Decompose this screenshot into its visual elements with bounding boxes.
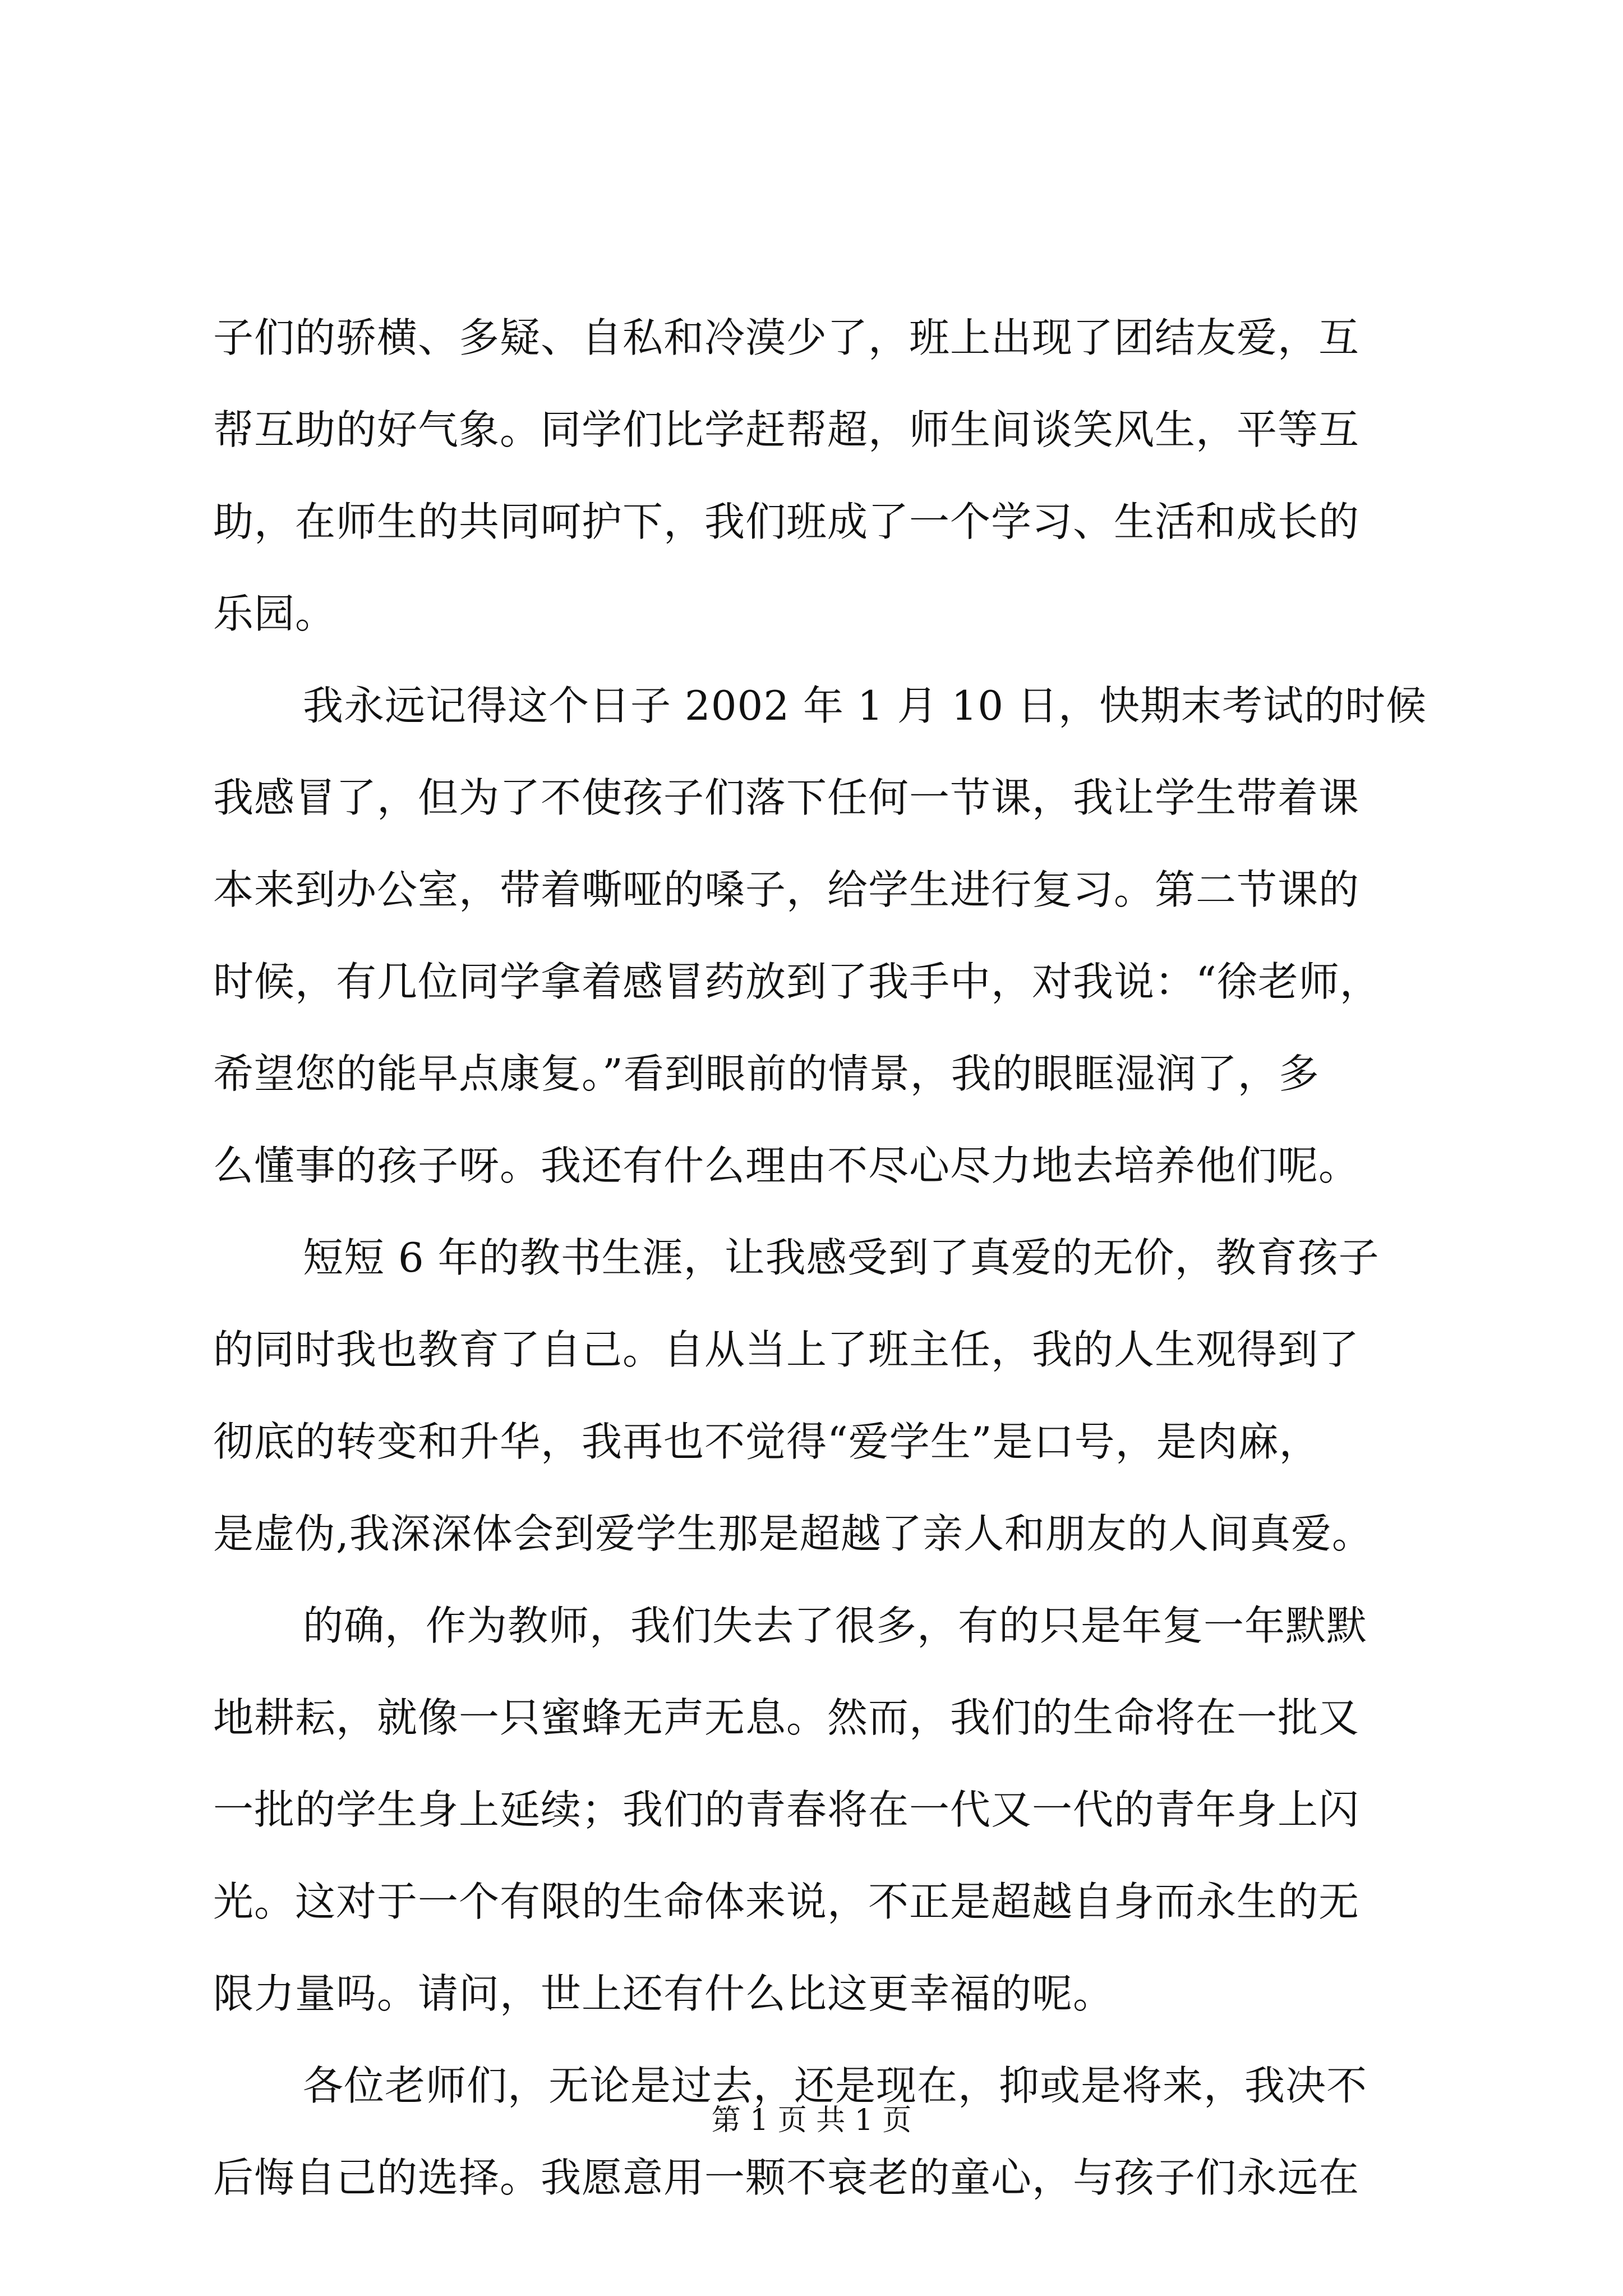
paragraph-3 (213, 1212, 1424, 1580)
text-line: 各位老师们，无论是过去，还是现在，抑或是将来，我决不 (303, 2062, 1368, 2109)
paragraph-2 (213, 660, 1427, 1212)
page-number-label: 第 1 页 共 1 页 (711, 2104, 912, 2137)
text-line: 时候，有几位同学拿着感冒药放到了我手中，对我说：“徐老师， (213, 958, 1381, 1005)
text-line: 么懂事的孩子呀。我还有什么理由不尽心尽力地去培养他们呢。 (213, 1142, 1360, 1189)
text-line: 助，在师生的共同呵护下，我们班成了一个学习、生活和成长的 (213, 498, 1360, 545)
text-line: 我永远记得这个日子 2002 年 1 月 10 日，快期末考试的时候 (303, 682, 1427, 729)
text-line: 我感冒了，但为了不使孩子们落下任何一节课，我让学生带着课 (213, 774, 1360, 821)
text-line: 彻底的转变和升华，我再也不觉得“爱学生”是口号，是肉麻， (213, 1418, 1320, 1465)
text-line: 希望您的能早点康复。”看到眼前的情景，我的眼眶湿润了，多 (213, 1050, 1320, 1097)
text-line: 一批的学生身上延续；我们的青春将在一代又一代的青年身上闪 (213, 1786, 1360, 1833)
text-line: 本来到办公室，带着嘶哑的嗓子，给学生进行复习。第二节课的 (213, 866, 1360, 913)
text-line: 的同时我也教育了自己。自从当上了班主任，我的人生观得到了 (213, 1326, 1360, 1373)
text-line: 子们的骄横、多疑、自私和冷漠少了，班上出现了团结友爱，互 (213, 314, 1360, 361)
paragraph-4 (213, 1580, 1424, 2040)
page-footer (0, 2098, 1623, 2143)
text-line: 限力量吗。请问，世上还有什么比这更幸福的呢。 (213, 1970, 1114, 2017)
document-body (213, 292, 1427, 2224)
text-line: 光。这对于一个有限的生命体来说，不正是超越自身而永生的无 (213, 1878, 1360, 1925)
text-line: 后悔自己的选择。我愿意用一颗不衰老的童心，与孩子们永远在 (213, 2154, 1360, 2201)
text-line: 乐园。 (213, 590, 336, 637)
paragraph-1 (213, 292, 1424, 660)
text-line: 帮互助的好气象。同学们比学赶帮超，师生间谈笑风生，平等互 (213, 406, 1360, 453)
text-line: 短短 6 年的教书生涯，让我感受到了真爱的无价，教育孩子 (303, 1234, 1380, 1281)
text-line: 是虚伪,我深深体会到爱学生那是超越了亲人和朋友的人间真爱。 (213, 1510, 1373, 1557)
text-line: 地耕耘，就像一只蜜蜂无声无息。然而，我们的生命将在一批又 (213, 1694, 1360, 1741)
text-line: 的确，作为教师，我们失去了很多，有的只是年复一年默默 (303, 1602, 1368, 1649)
